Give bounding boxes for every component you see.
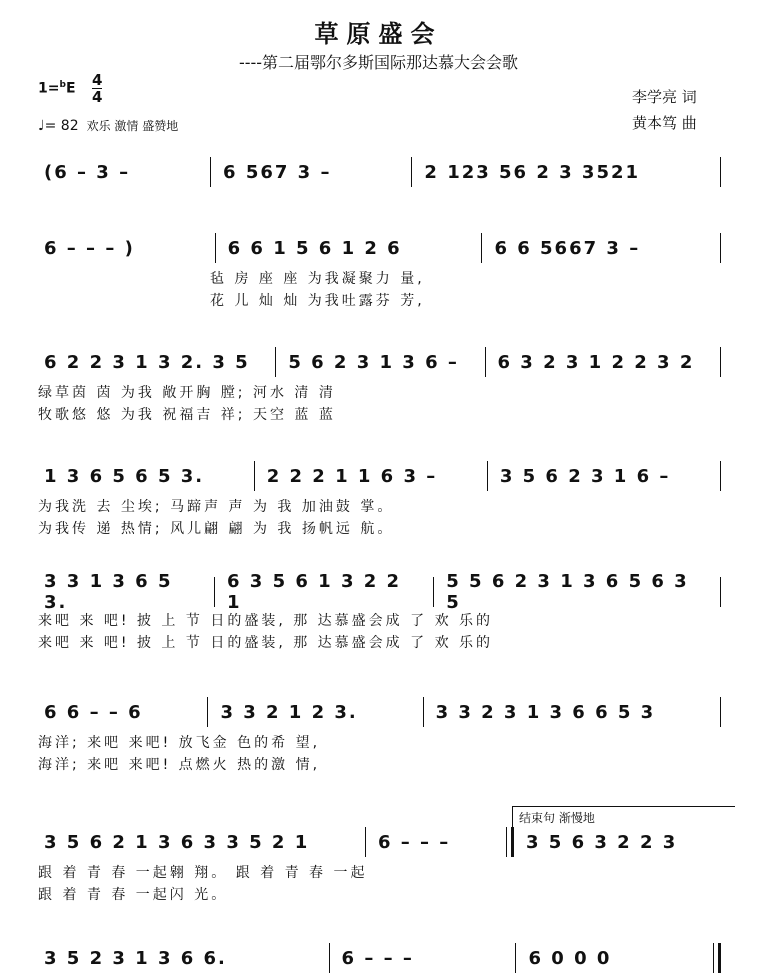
score-system-6 (0, 692, 757, 782)
barline (720, 233, 721, 263)
final-barline (713, 943, 721, 973)
notation-line (38, 692, 727, 732)
score-system-2 (0, 228, 757, 318)
key-signature: 1=$^b$E (38, 80, 76, 97)
measure: 6 567 3 – (223, 161, 332, 183)
notation-line (38, 572, 727, 612)
lyricist-credit: 李学亮 词 (632, 88, 697, 106)
time-signature (92, 72, 102, 105)
measure: 6 3 5 6 1 3 2 2 1 (227, 571, 402, 613)
score-system-8 (0, 940, 757, 976)
barline (210, 157, 211, 187)
lyric-verse-1: 来吧 来 吧! 披 上 节 日的盛装, 那 达慕盛会成 了 欢 乐的 (38, 613, 494, 629)
barline (720, 461, 721, 491)
measure: 6 6 – – 6 (44, 701, 143, 723)
barline (720, 157, 721, 187)
lyric-verse-1: 绿草茵 茵 为我 敞开胸 膛; 河水 清 清 (38, 385, 336, 401)
measure: 3 3 2 1 2 3. (220, 701, 358, 723)
time-signature-numerator: 4 (92, 71, 103, 89)
score-system-5 (0, 572, 757, 662)
barline (515, 943, 516, 973)
barline (214, 577, 215, 607)
measure: 2 2 2 1 1 6 3 – (266, 465, 438, 487)
barline (487, 461, 488, 491)
notation-line (38, 822, 727, 862)
barline (207, 697, 208, 727)
expression-mark: 欢乐 激情 盛赞地 (86, 119, 179, 133)
barline (254, 461, 255, 491)
measure: 6 3 2 3 1 2 2 3 2 (497, 351, 695, 373)
barline (365, 827, 366, 857)
lyric-verse-2: 海洋; 来吧 来吧! 点燃火 热的激 情, (38, 757, 321, 773)
measure: 3 5 6 3 2 2 3 (526, 831, 678, 853)
measure: 5 5 6 2 3 1 3 6 5 6 3 5 (446, 571, 689, 613)
score-system-4 (0, 456, 757, 546)
barline (275, 347, 276, 377)
barline (329, 943, 330, 973)
measure: 1 3 6 5 6 5 3. (44, 465, 205, 487)
measure: 6 6 1 5 6 1 2 6 (227, 237, 402, 259)
measure: 3 5 2 3 1 3 6 6. (44, 947, 227, 969)
measure: 3 5 6 2 3 1 6 – (499, 465, 671, 487)
barline (485, 347, 486, 377)
measure: 3 3 2 3 1 3 6 6 5 3 (435, 701, 656, 723)
measure: 6 – – – ) (44, 237, 135, 259)
lyric-verse-2: 来吧 来 吧! 披 上 节 日的盛装, 那 达慕盛会成 了 欢 乐的 (38, 635, 494, 651)
measure: 6 – – – (341, 947, 414, 969)
measure: 6 2 2 3 1 3 2. 3 5 (44, 351, 250, 373)
lyric-verse-1: 海洋; 来吧 来吧! 放飞金 色的希 望, (38, 735, 321, 751)
barline (411, 157, 412, 187)
notation-line (38, 152, 727, 192)
composer-credit: 黄本笃 曲 (632, 114, 697, 132)
barline (720, 697, 721, 727)
song-subtitle: ----第二届鄂尔多斯国际那达慕大会会歌 (238, 53, 519, 72)
barline (215, 233, 216, 263)
barline (481, 233, 482, 263)
lyric-verse-2: 花 儿 灿 灿 为我吐露芬 芳, (210, 293, 425, 309)
notation-line (38, 342, 727, 382)
lyric-verse-1: 跟 着 青 春 一起翱 翔。 跟 着 青 春 一起 (38, 865, 368, 881)
tempo-marking (38, 117, 178, 134)
barline (720, 577, 721, 607)
lyric-verse-2: 为我传 递 热情; 风儿翩 翩 为 我 扬帆远 航。 (38, 521, 395, 537)
measure: 6 – – – (377, 831, 451, 853)
ending-bracket: 结束句 渐慢地 (512, 806, 735, 828)
measure: 6 6 5667 3 – (494, 237, 641, 259)
measure: 5 6 2 3 1 3 6 – (288, 351, 459, 373)
measure: 2 123 56 2 3 3521 (424, 161, 641, 183)
repeat-barline (506, 827, 514, 857)
lyric-verse-1: 为我洗 去 尘埃; 马蹄声 声 为 我 加油鼓 掌。 (38, 499, 395, 515)
lyric-verse-1: 毡 房 座 座 为我凝聚力 量, (210, 271, 425, 287)
quarter-note-icon: ♩= 82 (38, 118, 79, 134)
score-system-1 (0, 152, 757, 212)
measure: 3 5 6 2 1 3 6 3 3 5 2 1 (44, 831, 310, 853)
barline (720, 347, 721, 377)
song-title: 草原盛会 (314, 20, 443, 48)
time-signature-denominator: 4 (92, 88, 103, 106)
notation-line (38, 228, 727, 268)
measure: 3 3 1 3 6 5 3. (44, 571, 173, 613)
measure: (6 – 3 – (44, 161, 131, 183)
measure: 6 0 0 0 (528, 947, 612, 969)
notation-line (38, 940, 727, 976)
score-system-7 (0, 822, 757, 912)
lyric-verse-2: 跟 着 青 春 一起闪 光。 (38, 887, 229, 903)
score-system-3 (0, 342, 757, 432)
barline (433, 577, 434, 607)
barline (423, 697, 424, 727)
lyric-verse-2: 牧歌悠 悠 为我 祝福吉 祥; 天空 蓝 蓝 (38, 407, 336, 423)
flat-sign: b (59, 80, 66, 90)
notation-line (38, 456, 727, 496)
